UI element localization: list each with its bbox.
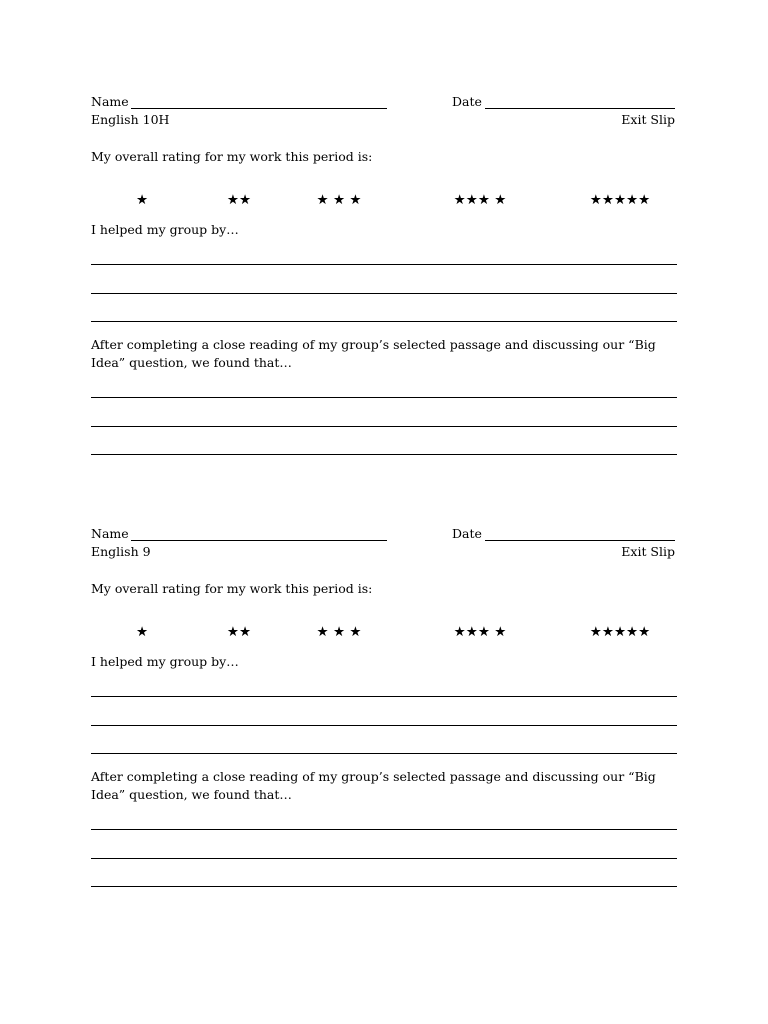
rating-option-5-stars-icon[interactable]: ★★★★★ <box>589 192 651 208</box>
helped-answer-line[interactable] <box>91 321 677 322</box>
helped-answer-line[interactable] <box>91 696 677 697</box>
date-blank[interactable] <box>485 540 675 541</box>
rating-option-3-stars-icon[interactable]: ★ ★ ★ <box>316 624 362 640</box>
rating-prompt: My overall rating for my work this period is: <box>91 149 373 164</box>
exit-slip-english-9 <box>91 525 677 885</box>
exit-slip-heading: Exit Slip <box>621 544 675 559</box>
passage-prompt: After completing a close reading of my group’s selected passage and discussing our “Big Idea” question, we found that… <box>91 769 656 802</box>
course-title: English 10H <box>91 112 170 127</box>
passage-prompt: After completing a close reading of my group’s selected passage and discussing our “Big Idea” question, we found that… <box>91 337 656 370</box>
rating-prompt: My overall rating for my work this period is: <box>91 581 373 596</box>
name-label: Name <box>91 94 129 109</box>
exit-slip-heading: Exit Slip <box>621 112 675 127</box>
name-label: Name <box>91 526 129 541</box>
date-label: Date <box>452 526 482 541</box>
rating-option-4-stars-icon[interactable]: ★★★ ★ <box>453 192 507 208</box>
rating-option-3-stars-icon[interactable]: ★ ★ ★ <box>316 192 362 208</box>
helped-answer-line[interactable] <box>91 725 677 726</box>
helped-answer-line[interactable] <box>91 264 677 265</box>
rating-option-2-stars-icon[interactable]: ★★ <box>226 624 252 640</box>
name-blank[interactable] <box>131 540 387 541</box>
rating-options <box>91 623 677 643</box>
passage-answer-line[interactable] <box>91 886 677 887</box>
passage-answer-line[interactable] <box>91 829 677 830</box>
rating-option-5-stars-icon[interactable]: ★★★★★ <box>589 624 651 640</box>
exit-slip-english-10h <box>91 93 677 453</box>
course-title: English 9 <box>91 544 151 559</box>
helped-answer-line[interactable] <box>91 753 677 754</box>
date-label: Date <box>452 94 482 109</box>
rating-options <box>91 191 677 211</box>
passage-answer-line[interactable] <box>91 426 677 427</box>
rating-option-4-stars-icon[interactable]: ★★★ ★ <box>453 624 507 640</box>
helped-answer-line[interactable] <box>91 293 677 294</box>
passage-answer-line[interactable] <box>91 858 677 859</box>
rating-option-1-star-icon[interactable]: ★ <box>135 624 149 640</box>
helped-prompt: I helped my group by… <box>91 222 239 237</box>
rating-option-2-stars-icon[interactable]: ★★ <box>226 192 252 208</box>
helped-prompt: I helped my group by… <box>91 654 239 669</box>
date-blank[interactable] <box>485 108 675 109</box>
rating-option-1-star-icon[interactable]: ★ <box>135 192 149 208</box>
name-blank[interactable] <box>131 108 387 109</box>
passage-answer-line[interactable] <box>91 397 677 398</box>
passage-answer-line[interactable] <box>91 454 677 455</box>
